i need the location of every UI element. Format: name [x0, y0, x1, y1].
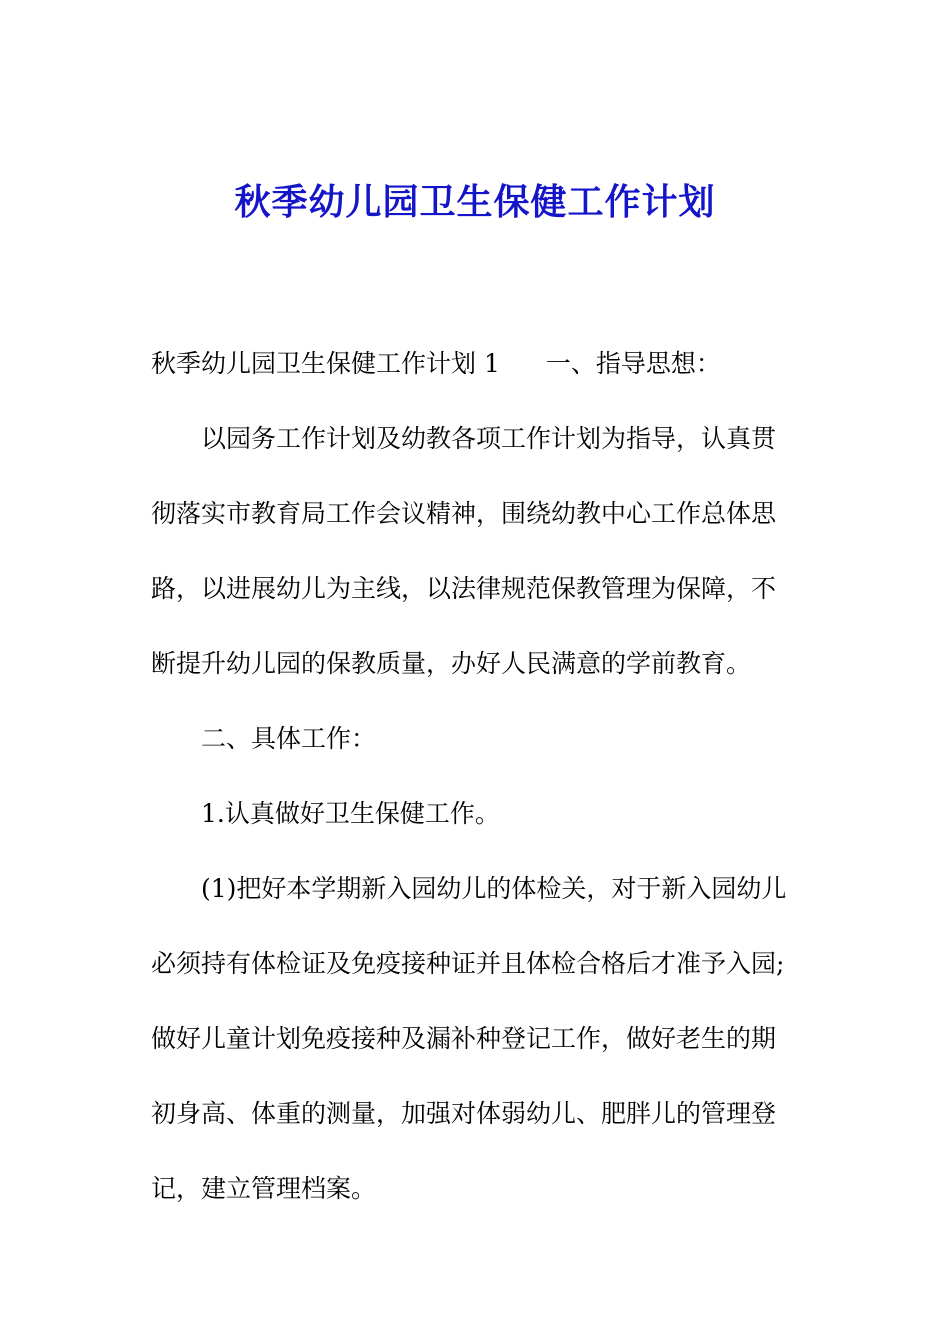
subtitle-text: 秋季幼儿园卫生保健工作计划 1: [151, 349, 500, 378]
paragraph-line: 必须持有体检证及免疫接种证并且体检合格后才准予入园;: [151, 949, 785, 978]
section-heading-2: 二、具体工作：: [201, 724, 377, 753]
paragraph-line: 彻落实市教育局工作会议精神，围绕幼教中心工作总体思: [151, 499, 777, 528]
paragraph-line: 初身高、体重的测量，加强对体弱幼儿、肥胖儿的管理登: [151, 1099, 777, 1128]
document-title: 秋季幼儿园卫生保健工作计划: [234, 181, 716, 223]
paragraph-line: 记，建立管理档案。: [151, 1174, 377, 1203]
document-body: [151, 326, 801, 1226]
subsection-heading: 1.认真做好卫生保健工作。: [201, 799, 500, 828]
paragraph-line: 以园务工作计划及幼教各项工作计划为指导，认真贯: [201, 424, 777, 453]
first-line: [151, 326, 801, 401]
paragraph-line: (1)把好本学期新入园幼儿的体检关，对于新入园幼儿: [201, 874, 787, 903]
paragraph-line: 路，以进展幼儿为主线，以法律规范保教管理为保障，不: [151, 574, 777, 603]
section-heading-1: 一、指导思想：: [545, 349, 721, 378]
paragraph-line: 断提升幼儿园的保教质量，办好人民满意的学前教育。: [151, 649, 752, 678]
paragraph-line: 做好儿童计划免疫接种及漏补种登记工作，做好老生的期: [151, 1024, 777, 1053]
